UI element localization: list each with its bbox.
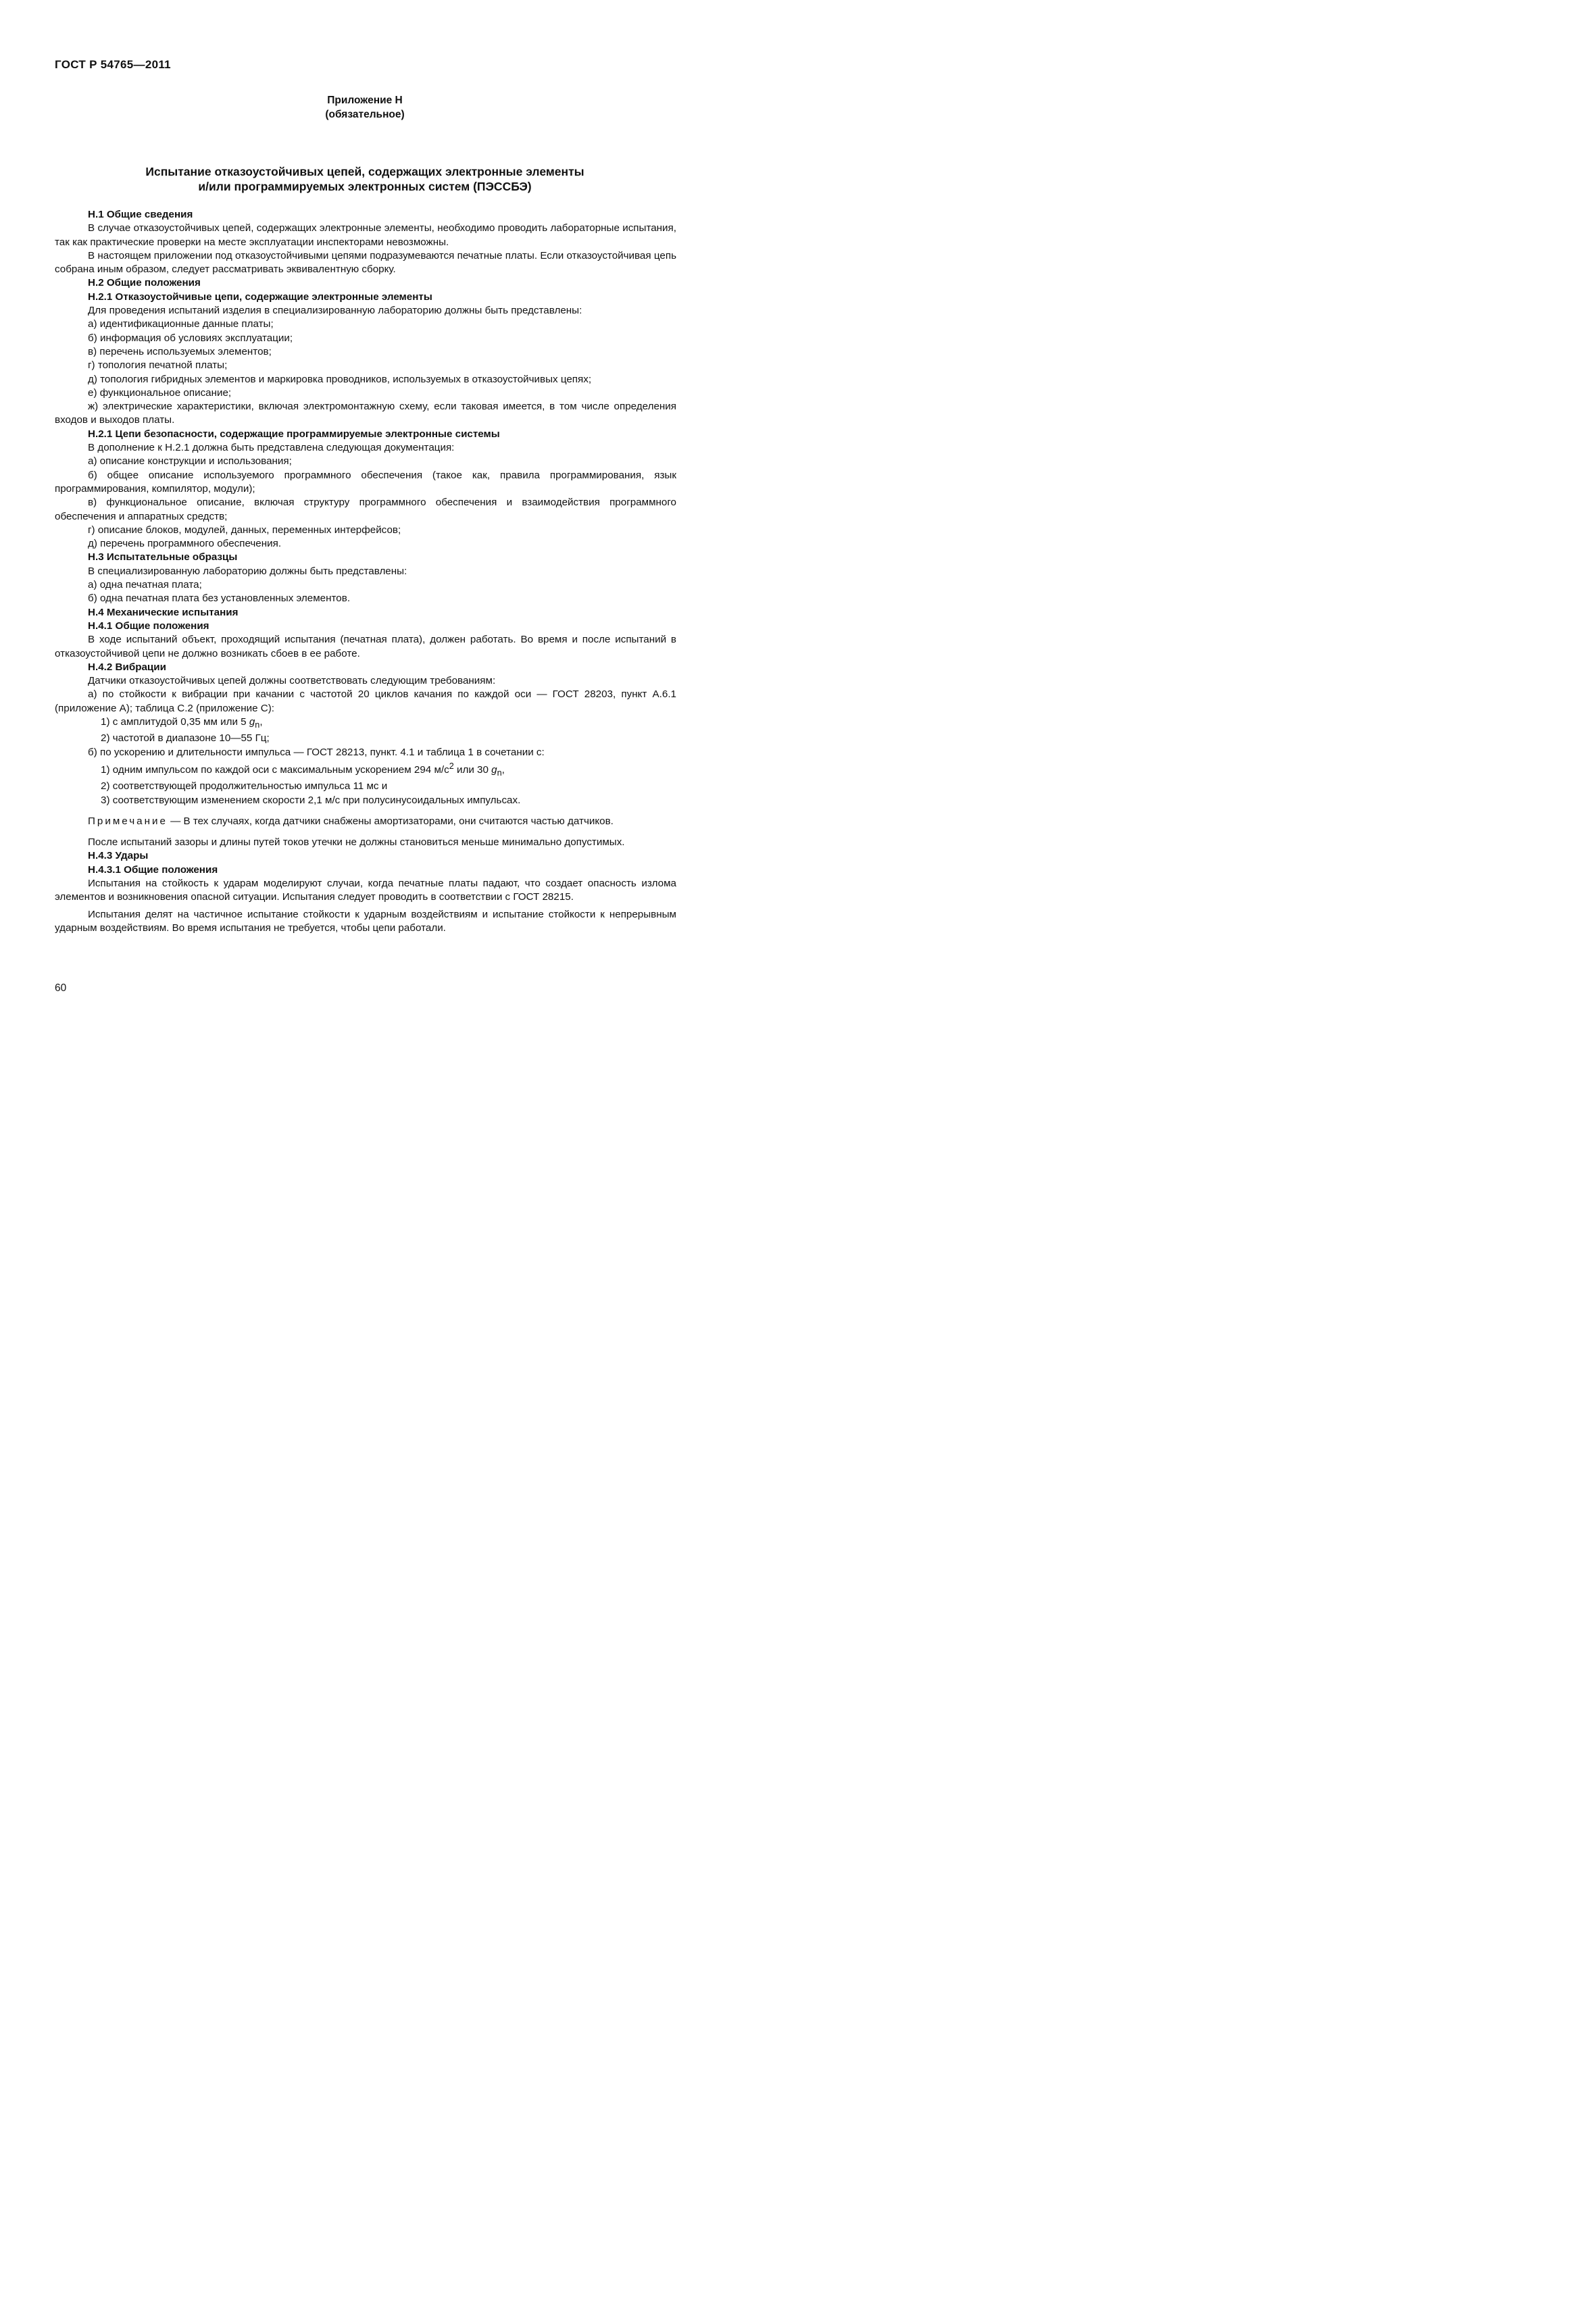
list-item: ж) электрические характеристики, включая электромонтажную схему, если таковая имеется, в том числе определения входов и выходов платы. [55,401,676,426]
list-item: а) одна печатная плата; [88,579,202,591]
paragraph: Испытания делят на частичное испытание стойкости к ударным воздействиям и испытание стойкости к непрерывным ударным воздействиям. Во время испытания не требуется, чтобы цепи работали. [55,908,676,934]
list-item: д) перечень программного обеспечения. [88,538,282,550]
sub-list-item: 2) соответствующей продолжительностью импульса 11 мс и [101,780,388,793]
sub-list-item: 1) с амплитудой 0,35 мм или 5 $g_n$, [101,715,263,730]
paragraph: В настоящем приложении под отказоустойчивыми цепями подразумеваются печатные платы. Если отказоустойчивая цепь собрана иным образом, следует рассматривать эквивалентную сборку. [55,249,676,276]
heading-h4-2: Н.4.2 Вибрации [88,661,166,673]
list-item: а) описание конструкции и использования; [88,455,292,468]
list-item: б) по ускорению и длительности импульса — ГОСТ 28213, пункт. 4.1 и таблица 1 в сочетании с: [88,746,545,758]
list-item: е) функциональное описание; [88,386,232,399]
paragraph: После испытаний зазоры и длины путей токов утечки не должны становиться меньше минимально допустимых. [88,836,625,849]
list-item: в) функциональное описание, включая структуру программного обеспечения и взаимодействия программного обеспечения и аппаратных средств; [55,497,676,522]
section-title-line2: и/или программируемых электронных систем (ПЭССБЭ) [198,180,532,193]
note: Примечание — В тех случаях, когда датчики снабжены амортизаторами, они считаются частью датчиков. [88,815,614,827]
paragraph: Датчики отказоустойчивых цепей должны соответствовать следующим требованиям: [88,675,496,687]
paragraph: В дополнение к Н.2.1 должна быть представлена следующая документация: [88,442,455,454]
heading-h4: Н.4 Механические испытания [88,606,239,618]
list-item: б) одна печатная плата без установленных элементов. [88,593,351,605]
heading-h3: Н.3 Испытательные образцы [88,551,238,563]
document-header: ГОСТ Р 54765—2011 [55,58,171,71]
list-item: г) описание блоков, модулей, данных, переменных интерфейсов; [88,524,401,536]
appendix-status: (обязательное) [325,109,405,120]
list-item: в) перечень используемых элементов; [88,345,272,357]
sub-list-item: 2) частотой в диапазоне 10—55 Гц; [101,732,270,745]
list-item: д) топология гибридных элементов и маркировка проводников, используемых в отказоустойчивых цепях; [88,373,592,385]
paragraph: Испытания на стойкость к ударам моделируют случаи, когда печатные платы падают, что создает опасность излома элементов и возникновения опасной ситуации. Испытания следует проводить в соответствии с ГОСТ 28215. [55,878,676,903]
heading-h4-3-1: Н.4.3.1 Общие положения [88,863,218,876]
sub-list-item: 3) соответствующим изменением скорости 2,1 м/с при полусинусоидальных импульсах. [101,794,521,806]
list-item: г) топология печатной платы; [88,359,228,372]
heading-h2-1-b: Н.2.1 Цепи безопасности, содержащие программируемые электронные системы [88,428,500,440]
heading-h4-3: Н.4.3 Удары [88,850,149,862]
list-item: а) по стойкости к вибрации при качании с частотой 20 циклов качания по каждой оси — ГОСТ 28203, пункт А.6.1 (приложение А); таблица С.2 (приложение С): [55,688,676,714]
paragraph: В специализированную лабораторию должны быть представлены: [88,565,407,577]
heading-h2: Н.2 Общие положения [88,277,201,289]
heading-h1: Н.1 Общие сведения [88,209,193,220]
list-item: а) идентификационные данные платы; [88,318,274,330]
list-item: б) общее описание используемого программного обеспечения (такое как, правила программирования, язык программирования, компилятор, модули); [55,469,676,495]
paragraph: В случае отказоустойчивых цепей, содержащих электронные элементы, необходимо проводить лабораторные испытания, так как практические проверки на месте эксплуатации инспекторами невозможны. [55,222,676,248]
heading-h2-1: Н.2.1 Отказоустойчивые цепи, содержащие электронные элементы [88,291,432,303]
document-page [0,0,730,1032]
appendix-title: Приложение Н [327,95,403,106]
document-body [55,208,676,935]
note-label: Примечание [88,815,168,827]
sub-list-item: 1) одним импульсом по каждой оси с максимальным ускорением 294 $м/с^2$ или 30 $g_n$, [101,761,505,778]
section-title-line1: Испытание отказоустойчивых цепей, содержащих электронные элементы [145,165,584,178]
heading-h4-1: Н.4.1 Общие положения [88,620,209,632]
paragraph: Для проведения испытаний изделия в специализированную лабораторию должны быть представлены: [88,305,582,317]
page-number: 60 [55,982,67,994]
list-item: б) информация об условиях эксплуатации; [88,332,293,344]
paragraph: В ходе испытаний объект, проходящий испытания (печатная плата), должен работать. Во время и после испытаний в отказоустойчивой цепи не должно возникать сбоев в ее работе. [55,634,676,659]
